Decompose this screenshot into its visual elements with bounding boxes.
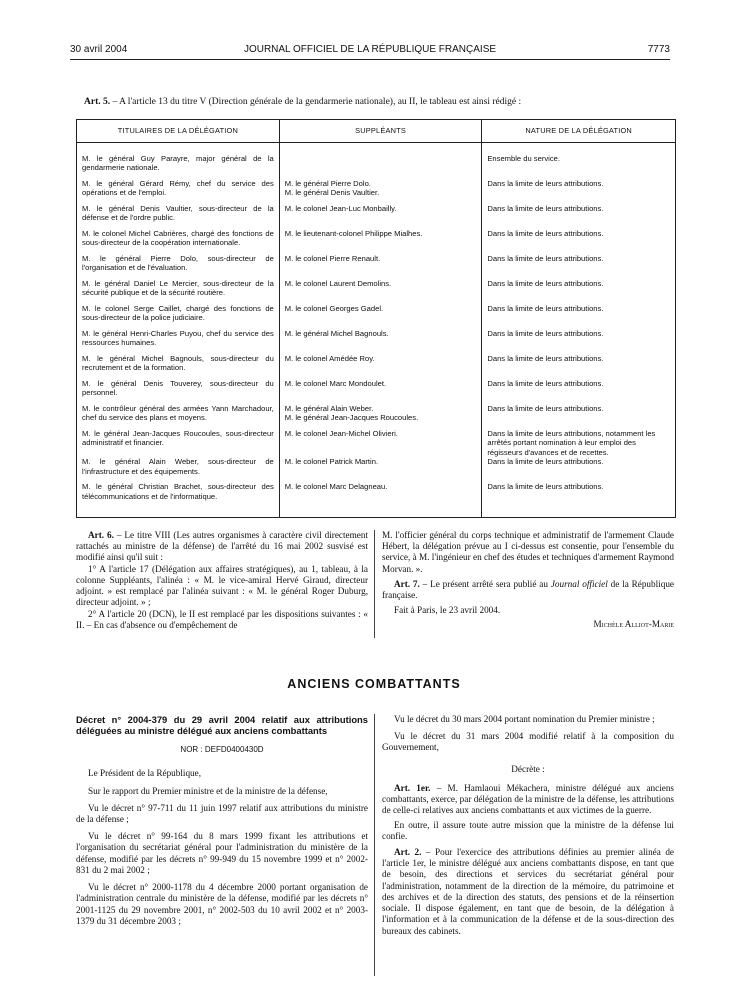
nature-cell: Dans la limite de leurs attributions. xyxy=(482,204,676,229)
titulaire-cell: M. le général Michel Bagnouls, sous-directeur du recrutement et de la formation. xyxy=(77,354,280,379)
decree-column-separator xyxy=(374,714,375,976)
titulaire-cell: M. le général Jean-Jacques Roucoules, sous-directeur administratif et financier. xyxy=(77,429,280,457)
nature-cell: Dans la limite de leurs attributions. xyxy=(482,482,676,518)
nature-cell: Dans la limite de leurs attributions. xyxy=(482,354,676,379)
decree-article-2-label: Art. 2. xyxy=(394,846,422,857)
nature-cell: Dans la limite de leurs attributions. xyxy=(482,404,676,429)
titulaire-cell: M. le général Henri-Charles Puyou, chef du service des ressources humaines. xyxy=(77,329,280,354)
header-journal-title: JOURNAL OFFICIEL DE LA RÉPUBLIQUE FRANÇAISE xyxy=(243,44,497,55)
article-7-column xyxy=(382,530,674,630)
suppleant-cell: M. le général Michel Bagnouls. xyxy=(279,329,482,354)
table-row xyxy=(77,254,676,279)
decree-right-column xyxy=(382,714,674,937)
header-date: 30 avril 2004 xyxy=(70,44,128,55)
decree-visa-paragraph: Le Président de la République, xyxy=(88,768,202,779)
nature-cell: Dans la limite de leurs attributions. xyxy=(482,304,676,329)
table-row xyxy=(77,204,676,229)
article-6-paragraph-1 xyxy=(76,530,368,564)
table-row xyxy=(77,143,676,180)
decree-visas-right xyxy=(382,714,674,754)
header-rule xyxy=(70,59,670,60)
titulaire-cell: M. le général Denis Vaultier, sous-directeur de la défense et de l'ordre public. xyxy=(77,204,280,229)
journal-officiel-italic: Journal officiel xyxy=(550,578,608,589)
article-5-text: – A l'article 13 du titre V (Direction générale de la gendarmerie nationale), au II, le tableau est ainsi rédigé : xyxy=(110,97,522,107)
table-row xyxy=(77,379,676,404)
titulaire-cell: M. le général Gérard Rémy, chef du service des opérations et de l'emploi. xyxy=(77,179,280,204)
nature-cell: Dans la limite de leurs attributions. xyxy=(482,229,676,254)
titulaire-cell: M. le général Denis Touverey, sous-directeur du personnel. xyxy=(77,379,280,404)
article-6-label: Art. 6. xyxy=(88,530,114,540)
suppleant-cell: M. le général Pierre Dolo. M. le général Denis Vaultier. xyxy=(279,179,482,204)
decree-visa-paragraph: Vu le décret du 31 mars 2004 modifié relatif à la composition du Gouvernement, xyxy=(382,731,674,753)
table-row xyxy=(77,354,676,379)
decree-nor: NOR : DEFD0400430D xyxy=(180,744,264,754)
table-row xyxy=(77,304,676,329)
delegation-table xyxy=(76,119,676,518)
running-header xyxy=(70,44,670,58)
table-header-row xyxy=(77,120,676,143)
nature-cell: Dans la limite de leurs attributions. xyxy=(482,179,676,204)
nature-cell: Dans la limite de leurs attributions. xyxy=(482,329,676,354)
suppleant-cell: M. le colonel Georges Gadel. xyxy=(279,304,482,329)
table-row xyxy=(77,229,676,254)
titulaire-cell: M. le général Pierre Dolo, sous-directeur de l'organisation et de l'évaluation. xyxy=(77,254,280,279)
suppleant-cell: M. le colonel Laurent Demolins. xyxy=(279,279,482,304)
table-header-suppleants: SUPPLÉANTS xyxy=(279,120,482,143)
decrete: Décrète : xyxy=(511,763,545,774)
article-6-continuation: M. l'officier général du corps technique et administratif de l'armement Claude Hébert, la délégation prévue au I ci-dessus est consentie, pour l'ensemble du service, à M. l'ingénieur en chef des études et techniques d'armement Raymond Morvan. ». xyxy=(382,530,674,574)
table-header-nature: NATURE DE LA DÉLÉGATION xyxy=(482,120,676,143)
decree-visa-paragraph: Vu le décret n° 2000-1178 du 4 décembre 2000 portant organisation de l'administration centrale du ministère de la défense, modifié par les décrets n° 2001-1125 du 29 novembre 2001, n° 2002-503 du 10 avril 2002 et n° 2003-1379 du 31 décembre 2003 ; xyxy=(76,882,368,926)
article-6-paragraph-2: 1° A l'article 17 (Délégation aux affaires stratégiques), au 1, tableau, à la colonne Suppléants, l'alinéa : « M. le vice-amiral Hervé Giraud, directeur adjoint. » est remplacé par l'alinéa suivant : « M. le général Roger Duburg, directeur adjoint. » ; xyxy=(76,563,368,608)
decree-visa-paragraph: Sur le rapport du Premier ministre et de la ministre de la défense, xyxy=(88,785,328,796)
nature-cell: Dans la limite de leurs attributions. xyxy=(482,379,676,404)
nature-cell: Dans la limite de leurs attributions. xyxy=(482,279,676,304)
decree-visa-paragraph: Vu le décret n° 97-711 du 11 juin 1997 relatif aux attributions du ministre de la défense ; xyxy=(76,802,368,824)
article-6-column xyxy=(76,530,368,631)
fait-a-paris: Fait à Paris, le 23 avril 2004. xyxy=(394,605,501,616)
suppleant-cell: M. le colonel Amédée Roy. xyxy=(279,354,482,379)
section-title: ANCIENS COMBATTANTS xyxy=(287,677,461,691)
nature-cell: Dans la limite de leurs attributions. xyxy=(482,457,676,482)
column-separator xyxy=(374,530,375,638)
nature-cell: Dans la limite de leurs attributions. xyxy=(482,254,676,279)
article-5-intro xyxy=(84,97,674,107)
table-header-titulaires: TITULAIRES DE LA DÉLÉGATION xyxy=(77,120,280,143)
titulaire-cell: M. le général Alain Weber, sous-directeur de l'infrastructure et des équipements. xyxy=(77,457,280,482)
decree-article-1-text: – M. Hamlaoui Mékachera, ministre délégué aux anciens combattants, exerce, par délégation de la ministre de la défense, les attributions de celle-ci relatives aux anciens combattants et aux victimes de la guerre. xyxy=(382,782,674,816)
suppleant-cell: M. le colonel Jean-Michel Olivieri. xyxy=(279,429,482,457)
article-7-text-before: – Le présent arrêté sera publié au xyxy=(419,578,551,589)
decree-left-column xyxy=(76,714,368,927)
article-7-label: Art. 7. xyxy=(394,578,420,589)
table-body xyxy=(77,143,676,518)
decree-article-1 xyxy=(382,783,674,817)
suppleant-cell: M. le colonel Marc Delagneau. xyxy=(279,482,482,518)
article-7-paragraph xyxy=(382,579,674,601)
decree-title: Décret n° 2004-379 du 29 avril 2004 relatif aux attributions déléguées au ministre délégué aux anciens combattants xyxy=(76,714,368,737)
decree-visa-paragraph: Vu le décret n° 99-164 du 8 mars 1999 fixant les attributions et l'organisation du secrétariat général pour l'administration du ministère de la défense, modifié par les décrets n° 99-949 du 15 novembre 1999 et n° 2002-831 du 2 mai 2002 ; xyxy=(76,831,368,875)
decree-article-2 xyxy=(382,847,674,937)
suppleant-cell: M. le colonel Jean-Luc Monbailly. xyxy=(279,204,482,229)
titulaire-cell: M. le général Christian Brachet, sous-directeur des télécommunications et de l'informatique. xyxy=(77,482,280,518)
decree-article-2-text: – Pour l'exercice des attributions définies au premier alinéa de l'article 1er, le ministre délégué aux anciens combattants dispose, en tant que de besoin, des directions et services du secrétariat général pour l'administration, notamment de la direction de la mémoire, du patrimoine et des archives et de la direction des statuts, des pensions et de la réinsertion sociale. Il dispose également, en tant que de besoin, de la délégation à l'information et à la communication de la défense et de la sous-direction des bureaux des cabinets. xyxy=(382,846,674,936)
suppleant-cell: M. le colonel Marc Mondoulet. xyxy=(279,379,482,404)
decree-visas-left xyxy=(76,768,368,927)
table-row xyxy=(77,179,676,204)
suppleant-cell xyxy=(279,143,482,180)
table-row xyxy=(77,429,676,457)
decree-visa-paragraph: Vu le décret du 30 mars 2004 portant nomination du Premier ministre ; xyxy=(394,714,655,724)
table-row xyxy=(77,482,676,518)
titulaire-cell: M. le colonel Serge Caillet, chargé des fonctions de sous-directeur de la police judiciaire. xyxy=(77,304,280,329)
article-5-label: Art. 5. xyxy=(84,97,111,107)
table-row xyxy=(77,404,676,429)
table-row xyxy=(77,457,676,482)
article-6-text: – Le titre VIII (Les autres organismes à caractère civil directement rattachés au ministre de la défense) de l'arrêté du 16 mai 2002 susvisé est modifié ainsi qu'il suit : xyxy=(76,530,368,563)
suppleant-cell: M. le lieutenant-colonel Philippe Mialhes. xyxy=(279,229,482,254)
titulaire-cell: M. le général Daniel Le Mercier, sous-directeur de la sécurité publique et de la sécurité routière. xyxy=(77,279,280,304)
titulaire-cell: M. le général Guy Parayre, major général de la gendarmerie nationale. xyxy=(77,143,280,180)
table-row xyxy=(77,329,676,354)
nature-cell: Dans la limite de leurs attributions, notamment les arrêtés portant nomination à leur emploi des régisseurs d'avances et de recettes. xyxy=(482,429,676,457)
table-row xyxy=(77,279,676,304)
article-6-paragraph-3: 2° A l'article 20 (DCN), le II est remplacé par les dispositions suivantes : « II. – En cas d'absence ou d'empêchement de xyxy=(76,608,368,630)
suppleant-cell: M. le général Alain Weber. M. le général Jean-Jacques Roucoules. xyxy=(279,404,482,429)
header-page-number: 7773 xyxy=(647,44,670,55)
suppleant-cell: M. le colonel Pierre Renault. xyxy=(279,254,482,279)
titulaire-cell: M. le colonel Michel Cabrières, chargé des fonctions de sous-directeur de la coopération internationale. xyxy=(77,229,280,254)
signature: Michèle Alliot-Marie xyxy=(593,618,674,629)
nature-cell: Ensemble du service. xyxy=(482,143,676,180)
decree-article-1-label: Art. 1er. xyxy=(394,782,431,793)
suppleant-cell: M. le colonel Patrick Martin. xyxy=(279,457,482,482)
decree-article-1-paragraph-2: En outre, il assure toute autre mission que la ministre de la défense lui confie. xyxy=(382,819,674,841)
titulaire-cell: M. le contrôleur général des armées Yann Marchadour, chef du service des plans et moyens. xyxy=(77,404,280,429)
article-7-text-after: de la République française. xyxy=(382,578,674,601)
